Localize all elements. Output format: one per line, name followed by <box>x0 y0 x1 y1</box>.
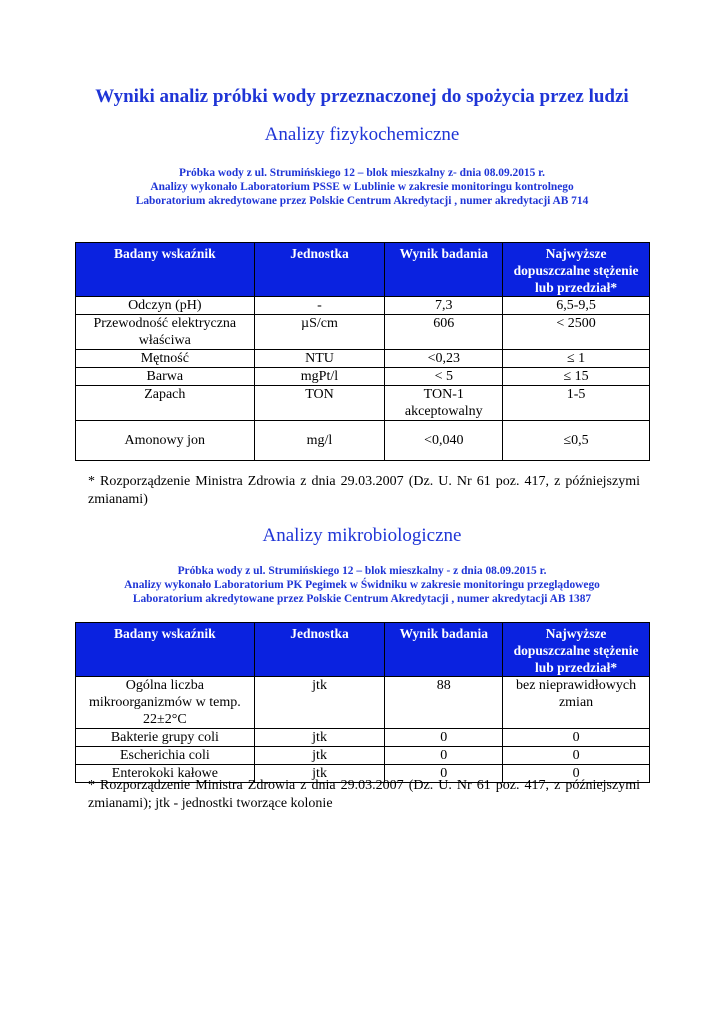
cell-unit: mg/l <box>254 421 385 461</box>
header-unit: Jednostka <box>254 243 385 297</box>
header-indicator: Badany wskaźnik <box>76 623 255 677</box>
cell-unit: NTU <box>254 350 385 368</box>
info-line: Laboratorium akredytowane przez Polskie Centrum Akredytacji , numer akredytacji AB 714 <box>135 195 589 207</box>
table-row <box>76 315 650 350</box>
header-limit: Najwyższe dopuszczalne stężenie lub przedział* <box>503 623 650 677</box>
cell-indicator: Escherichia coli <box>76 747 255 765</box>
cell-limit: 1-5 <box>503 386 650 421</box>
page-title: Wyniki analiz próbki wody przeznaczonej do spożycia przez ludzi <box>95 86 629 107</box>
cell-indicator: Amonowy jon <box>76 421 255 461</box>
cell-limit: 0 <box>503 765 650 783</box>
table-row <box>76 297 650 315</box>
cell-limit: 0 <box>503 747 650 765</box>
cell-unit: µS/cm <box>254 315 385 350</box>
section-heading-microbiological: Analizy mikrobiologiczne <box>262 525 462 546</box>
cell-limit: ≤0,5 <box>503 421 650 461</box>
table-row <box>76 421 650 461</box>
cell-limit: bez nieprawidłowych zmian <box>503 677 650 729</box>
sample-info-microbiological <box>0 564 724 606</box>
table-row <box>76 386 650 421</box>
table-row <box>76 677 650 729</box>
header-limit: Najwyższe dopuszczalne stężenie lub przedział* <box>503 243 650 297</box>
cell-unit: jtk <box>254 765 385 783</box>
cell-result: <0,040 <box>385 421 503 461</box>
cell-unit: TON <box>254 386 385 421</box>
cell-indicator: Ogólna liczba mikroorganizmów w temp. 22±2°C <box>76 677 255 729</box>
info-line: Próbka wody z ul. Strumińskiego 12 – blok mieszkalny z- dnia 08.09.2015 r. <box>178 167 546 179</box>
cell-result: 7,3 <box>385 297 503 315</box>
cell-limit: 6,5-9,5 <box>503 297 650 315</box>
cell-unit: jtk <box>254 677 385 729</box>
cell-unit: - <box>254 297 385 315</box>
table-row <box>76 350 650 368</box>
regulation-note: * Rozporządzenie Ministra Zdrowia z dnia 29.03.2007 (Dz. U. Nr 61 poz. 417, z późniejszymi zmianami) <box>88 474 640 507</box>
microbiological-table <box>75 622 650 783</box>
info-line: Analizy wykonało Laboratorium PSSE w Lublinie w zakresie monitoringu kontrolnego <box>150 181 574 193</box>
cell-indicator: Barwa <box>76 368 255 386</box>
header-result: Wynik badania <box>385 243 503 297</box>
cell-indicator: Bakterie grupy coli <box>76 729 255 747</box>
cell-limit: < 2500 <box>503 315 650 350</box>
cell-indicator: Mętność <box>76 350 255 368</box>
cell-result: 0 <box>385 729 503 747</box>
info-line: Próbka wody z ul. Strumińskiego 12 – blok mieszkalny - z dnia 08.09.2015 r. <box>177 565 547 577</box>
cell-result: TON-1 akceptowalny <box>385 386 503 421</box>
table-header-row <box>76 623 650 677</box>
info-line: Analizy wykonało Laboratorium PK Pegimek w Świdniku w zakresie monitoringu przeglądowego <box>124 579 600 591</box>
header-indicator: Badany wskaźnik <box>76 243 255 297</box>
table-row <box>76 368 650 386</box>
cell-result: <0,23 <box>385 350 503 368</box>
cell-limit: ≤ 15 <box>503 368 650 386</box>
info-line: Laboratorium akredytowane przez Polskie Centrum Akredytacji , numer akredytacji AB 1387 <box>132 593 592 605</box>
cell-result: < 5 <box>385 368 503 386</box>
cell-unit: mgPt/l <box>254 368 385 386</box>
header-result: Wynik badania <box>385 623 503 677</box>
cell-result: 606 <box>385 315 503 350</box>
section-heading-physicochemical: Analizy fizykochemiczne <box>264 124 460 145</box>
cell-indicator: Enterokoki kałowe <box>76 765 255 783</box>
cell-indicator: Odczyn (pH) <box>76 297 255 315</box>
physicochemical-table <box>75 242 650 461</box>
table-row <box>76 729 650 747</box>
table-header-row <box>76 243 650 297</box>
header-unit: Jednostka <box>254 623 385 677</box>
cell-limit: ≤ 1 <box>503 350 650 368</box>
table-row <box>76 747 650 765</box>
cell-unit: jtk <box>254 729 385 747</box>
sample-info-physicochemical <box>0 166 724 208</box>
cell-result: 88 <box>385 677 503 729</box>
cell-result: 0 <box>385 765 503 783</box>
cell-unit: jtk <box>254 747 385 765</box>
cell-limit: 0 <box>503 729 650 747</box>
cell-indicator: Przewodność elektryczna właściwa <box>76 315 255 350</box>
cell-result: 0 <box>385 747 503 765</box>
cell-indicator: Zapach <box>76 386 255 421</box>
regulation-note: * Rozporządzenie Ministra Zdrowia z dnia 29.03.2007 (Dz. U. Nr 61 poz. 417, z późniejszymi zmianami); jtk - jednostki tworzące kolonie <box>88 778 640 811</box>
